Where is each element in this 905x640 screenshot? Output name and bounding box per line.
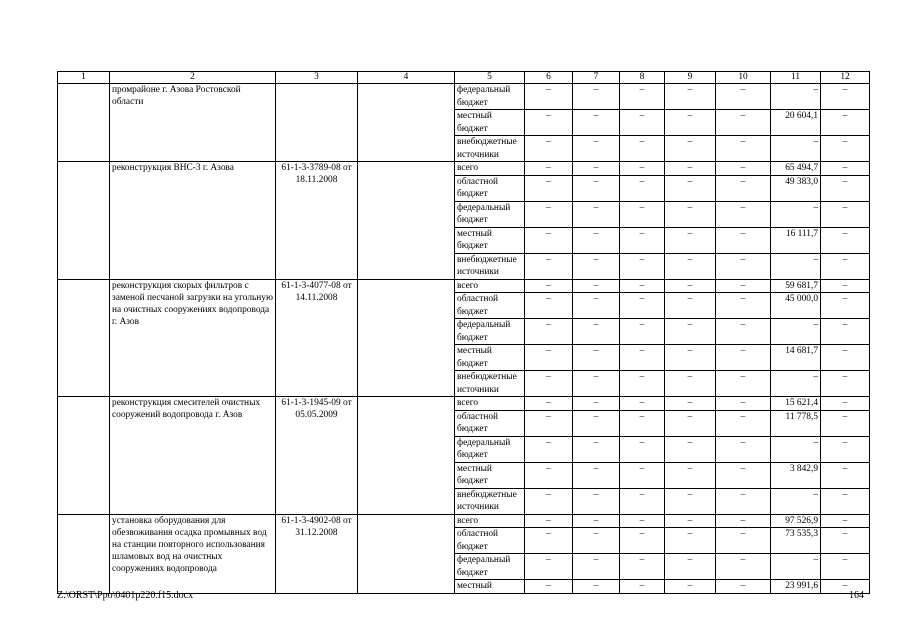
value-cell-col-12: – bbox=[821, 436, 870, 462]
table-row bbox=[58, 162, 870, 176]
funding-source: федеральный бюджет bbox=[455, 554, 525, 580]
value-cell-col-9: – bbox=[665, 462, 716, 488]
value-cell-col-12: – bbox=[821, 528, 870, 554]
value-cell-col-10: – bbox=[716, 410, 771, 436]
funding-source: областной бюджет bbox=[455, 528, 525, 554]
value-cell-col-6: – bbox=[525, 371, 573, 397]
value-cell-col-9: – bbox=[665, 410, 716, 436]
value-cell-col-10: – bbox=[716, 345, 771, 371]
value-cell-col-8: – bbox=[620, 528, 665, 554]
value-cell-col-7: – bbox=[573, 371, 620, 397]
value-cell-col-7: – bbox=[573, 528, 620, 554]
row-number-cell bbox=[58, 514, 110, 593]
expertise-code bbox=[276, 84, 358, 162]
value-cell-col-9: – bbox=[665, 293, 716, 319]
value-cell-col-6: – bbox=[525, 279, 573, 293]
value-cell-col-9: – bbox=[665, 319, 716, 345]
funding-source: всего bbox=[455, 397, 525, 411]
value-cell-col-10: – bbox=[716, 162, 771, 176]
expertise-code: 61-1-3-4077-08 от 14.11.2008 bbox=[276, 279, 358, 397]
funding-source: внебюджетные источники bbox=[455, 136, 525, 162]
value-cell-col-12: – bbox=[821, 293, 870, 319]
value-cell-col-8: – bbox=[620, 462, 665, 488]
value-cell-col-7: – bbox=[573, 319, 620, 345]
value-cell-col-10: – bbox=[716, 84, 771, 110]
value-cell-col-10: – bbox=[716, 554, 771, 580]
object-name: установка оборудования для обезвоживания осадка промывных вод на станции повторного использования шламовых вод на очистных сооружениях водопровода bbox=[110, 514, 276, 593]
value-cell-col-9: – bbox=[665, 514, 716, 528]
value-cell-col-12: – bbox=[821, 84, 870, 110]
value-cell-col-9: – bbox=[665, 371, 716, 397]
value-cell-col-12: – bbox=[821, 110, 870, 136]
value-cell-col-11: 11 778,5 bbox=[771, 410, 821, 436]
value-cell-col-6: – bbox=[525, 110, 573, 136]
value-cell-col-7: – bbox=[573, 514, 620, 528]
value-cell-col-12: – bbox=[821, 345, 870, 371]
value-cell-col-11: 49 383,0 bbox=[771, 175, 821, 201]
value-cell-col-11: 14 681,7 bbox=[771, 345, 821, 371]
value-cell-col-11: – bbox=[771, 436, 821, 462]
funding-source: всего bbox=[455, 162, 525, 176]
column-header-1: 1 bbox=[58, 72, 110, 84]
value-cell-col-12: – bbox=[821, 201, 870, 227]
value-cell-col-6: – bbox=[525, 162, 573, 176]
value-cell-col-8: – bbox=[620, 371, 665, 397]
value-cell-col-8: – bbox=[620, 279, 665, 293]
column-header-5: 5 bbox=[455, 72, 525, 84]
value-cell-col-6: – bbox=[525, 397, 573, 411]
value-cell-col-9: – bbox=[665, 201, 716, 227]
row-number-cell bbox=[58, 84, 110, 162]
funding-source: местный bbox=[455, 580, 525, 594]
value-cell-col-10: – bbox=[716, 436, 771, 462]
value-cell-col-8: – bbox=[620, 175, 665, 201]
value-cell-col-6: – bbox=[525, 580, 573, 594]
value-cell-col-10: – bbox=[716, 371, 771, 397]
expertise-code: 61-1-3-1945-09 от 05.05.2009 bbox=[276, 397, 358, 515]
value-cell-col-6: – bbox=[525, 528, 573, 554]
value-cell-col-12: – bbox=[821, 279, 870, 293]
expertise-code: 61-1-3-4902-08 от 31.12.2008 bbox=[276, 514, 358, 593]
funding-source: местный бюджет bbox=[455, 110, 525, 136]
value-cell-col-12: – bbox=[821, 580, 870, 594]
value-cell-col-12: – bbox=[821, 162, 870, 176]
value-cell-col-6: – bbox=[525, 136, 573, 162]
value-cell-col-7: – bbox=[573, 554, 620, 580]
value-cell-col-12: – bbox=[821, 227, 870, 253]
value-cell-col-7: – bbox=[573, 488, 620, 514]
value-cell-col-9: – bbox=[665, 345, 716, 371]
value-cell-col-10: – bbox=[716, 293, 771, 319]
funding-source: областной бюджет bbox=[455, 175, 525, 201]
table-row bbox=[58, 84, 870, 110]
value-cell-col-6: – bbox=[525, 175, 573, 201]
value-cell-col-8: – bbox=[620, 253, 665, 279]
funding-source: федеральный бюджет bbox=[455, 319, 525, 345]
table-row bbox=[58, 397, 870, 411]
budget-table bbox=[57, 71, 870, 594]
value-cell-col-12: – bbox=[821, 371, 870, 397]
value-cell-col-9: – bbox=[665, 175, 716, 201]
row-number-cell bbox=[58, 279, 110, 397]
value-cell-col-9: – bbox=[665, 488, 716, 514]
value-cell-col-7: – bbox=[573, 201, 620, 227]
value-cell-col-10: – bbox=[716, 279, 771, 293]
value-cell-col-11: – bbox=[771, 201, 821, 227]
value-cell-col-12: – bbox=[821, 514, 870, 528]
value-cell-col-9: – bbox=[665, 397, 716, 411]
value-cell-col-12: – bbox=[821, 397, 870, 411]
value-cell-col-8: – bbox=[620, 293, 665, 319]
value-cell-col-12: – bbox=[821, 319, 870, 345]
funding-source: внебюджетные источники bbox=[455, 371, 525, 397]
value-cell-col-11: – bbox=[771, 371, 821, 397]
empty-column-4 bbox=[358, 514, 455, 593]
row-number-cell bbox=[58, 397, 110, 515]
funding-source: местный бюджет bbox=[455, 462, 525, 488]
value-cell-col-7: – bbox=[573, 162, 620, 176]
column-header-12: 12 bbox=[821, 72, 870, 84]
table-row bbox=[58, 514, 870, 528]
value-cell-col-8: – bbox=[620, 514, 665, 528]
value-cell-col-11: – bbox=[771, 136, 821, 162]
value-cell-col-10: – bbox=[716, 580, 771, 594]
value-cell-col-9: – bbox=[665, 84, 716, 110]
value-cell-col-9: – bbox=[665, 554, 716, 580]
value-cell-col-7: – bbox=[573, 436, 620, 462]
object-name: промрайоне г. Азова Ростовской области bbox=[110, 84, 276, 162]
value-cell-col-6: – bbox=[525, 253, 573, 279]
value-cell-col-8: – bbox=[620, 488, 665, 514]
value-cell-col-8: – bbox=[620, 345, 665, 371]
value-cell-col-6: – bbox=[525, 293, 573, 319]
value-cell-col-11: – bbox=[771, 84, 821, 110]
column-header-8: 8 bbox=[620, 72, 665, 84]
value-cell-col-9: – bbox=[665, 279, 716, 293]
value-cell-col-6: – bbox=[525, 84, 573, 110]
value-cell-col-7: – bbox=[573, 175, 620, 201]
funding-source: всего bbox=[455, 514, 525, 528]
value-cell-col-9: – bbox=[665, 227, 716, 253]
value-cell-col-11: 16 111,7 bbox=[771, 227, 821, 253]
value-cell-col-11: 97 526,9 bbox=[771, 514, 821, 528]
value-cell-col-11: – bbox=[771, 253, 821, 279]
value-cell-col-10: – bbox=[716, 253, 771, 279]
value-cell-col-11: – bbox=[771, 554, 821, 580]
funding-source: федеральный бюджет bbox=[455, 201, 525, 227]
value-cell-col-9: – bbox=[665, 436, 716, 462]
value-cell-col-12: – bbox=[821, 136, 870, 162]
object-name: реконструкция ВНС-3 г. Азова bbox=[110, 162, 276, 280]
value-cell-col-7: – bbox=[573, 410, 620, 436]
value-cell-col-11: 65 494,7 bbox=[771, 162, 821, 176]
value-cell-col-8: – bbox=[620, 410, 665, 436]
value-cell-col-6: – bbox=[525, 410, 573, 436]
value-cell-col-10: – bbox=[716, 528, 771, 554]
empty-column-4 bbox=[358, 84, 455, 162]
value-cell-col-12: – bbox=[821, 410, 870, 436]
value-cell-col-10: – bbox=[716, 175, 771, 201]
value-cell-col-11: 23 991,6 bbox=[771, 580, 821, 594]
value-cell-col-7: – bbox=[573, 279, 620, 293]
object-name: реконструкция смесителей очистных сооружений водопровода г. Азов bbox=[110, 397, 276, 515]
value-cell-col-8: – bbox=[620, 319, 665, 345]
value-cell-col-11: 20 604,1 bbox=[771, 110, 821, 136]
value-cell-col-7: – bbox=[573, 580, 620, 594]
value-cell-col-12: – bbox=[821, 488, 870, 514]
value-cell-col-6: – bbox=[525, 514, 573, 528]
value-cell-col-6: – bbox=[525, 201, 573, 227]
value-cell-col-7: – bbox=[573, 345, 620, 371]
column-header-6: 6 bbox=[525, 72, 573, 84]
value-cell-col-8: – bbox=[620, 201, 665, 227]
expertise-code: 61-1-3-3789-08 от 18.11.2008 bbox=[276, 162, 358, 280]
value-cell-col-7: – bbox=[573, 136, 620, 162]
object-name: реконструкция скорых фильтров с заменой песчаной загрузки на угольную на очистных сооружениях водопровода г. Азов bbox=[110, 279, 276, 397]
value-cell-col-11: 59 681,7 bbox=[771, 279, 821, 293]
value-cell-col-12: – bbox=[821, 554, 870, 580]
value-cell-col-6: – bbox=[525, 462, 573, 488]
value-cell-col-7: – bbox=[573, 253, 620, 279]
column-header-9: 9 bbox=[665, 72, 716, 84]
value-cell-col-12: – bbox=[821, 253, 870, 279]
value-cell-col-11: – bbox=[771, 488, 821, 514]
empty-column-4 bbox=[358, 279, 455, 397]
value-cell-col-8: – bbox=[620, 227, 665, 253]
funding-source: областной бюджет bbox=[455, 293, 525, 319]
value-cell-col-10: – bbox=[716, 136, 771, 162]
funding-source: федеральный бюджет bbox=[455, 84, 525, 110]
column-header-2: 2 bbox=[110, 72, 276, 84]
value-cell-col-8: – bbox=[620, 554, 665, 580]
column-header-7: 7 bbox=[573, 72, 620, 84]
value-cell-col-8: – bbox=[620, 397, 665, 411]
value-cell-col-12: – bbox=[821, 462, 870, 488]
footer-file-path: Z:\ORST\Ppo\0401p220.f15.docx bbox=[57, 590, 194, 601]
header-row bbox=[58, 72, 870, 84]
empty-column-4 bbox=[358, 397, 455, 515]
value-cell-col-8: – bbox=[620, 110, 665, 136]
value-cell-col-9: – bbox=[665, 580, 716, 594]
table-row bbox=[58, 279, 870, 293]
value-cell-col-11: – bbox=[771, 319, 821, 345]
value-cell-col-9: – bbox=[665, 253, 716, 279]
value-cell-col-11: 3 842,9 bbox=[771, 462, 821, 488]
value-cell-col-8: – bbox=[620, 136, 665, 162]
column-header-11: 11 bbox=[771, 72, 821, 84]
row-number-cell bbox=[58, 162, 110, 280]
value-cell-col-12: – bbox=[821, 175, 870, 201]
page-number: 164 bbox=[849, 590, 864, 601]
column-header-3: 3 bbox=[276, 72, 358, 84]
column-header-10: 10 bbox=[716, 72, 771, 84]
value-cell-col-9: – bbox=[665, 136, 716, 162]
value-cell-col-9: – bbox=[665, 162, 716, 176]
value-cell-col-8: – bbox=[620, 162, 665, 176]
value-cell-col-6: – bbox=[525, 227, 573, 253]
value-cell-col-7: – bbox=[573, 227, 620, 253]
empty-column-4 bbox=[358, 162, 455, 280]
value-cell-col-6: – bbox=[525, 345, 573, 371]
value-cell-col-8: – bbox=[620, 436, 665, 462]
value-cell-col-7: – bbox=[573, 293, 620, 319]
value-cell-col-7: – bbox=[573, 110, 620, 136]
funding-source: федеральный бюджет bbox=[455, 436, 525, 462]
value-cell-col-10: – bbox=[716, 462, 771, 488]
value-cell-col-10: – bbox=[716, 488, 771, 514]
value-cell-col-7: – bbox=[573, 397, 620, 411]
value-cell-col-6: – bbox=[525, 488, 573, 514]
funding-source: областной бюджет bbox=[455, 410, 525, 436]
funding-source: местный бюджет bbox=[455, 227, 525, 253]
value-cell-col-6: – bbox=[525, 554, 573, 580]
value-cell-col-7: – bbox=[573, 84, 620, 110]
funding-source: внебюджетные источники bbox=[455, 253, 525, 279]
funding-source: всего bbox=[455, 279, 525, 293]
value-cell-col-11: 15 621,4 bbox=[771, 397, 821, 411]
value-cell-col-11: 73 535,3 bbox=[771, 528, 821, 554]
value-cell-col-10: – bbox=[716, 397, 771, 411]
value-cell-col-8: – bbox=[620, 580, 665, 594]
value-cell-col-10: – bbox=[716, 201, 771, 227]
value-cell-col-10: – bbox=[716, 514, 771, 528]
value-cell-col-6: – bbox=[525, 436, 573, 462]
funding-source: местный бюджет bbox=[455, 345, 525, 371]
value-cell-col-10: – bbox=[716, 110, 771, 136]
value-cell-col-6: – bbox=[525, 319, 573, 345]
value-cell-col-11: 45 000,0 bbox=[771, 293, 821, 319]
column-header-4: 4 bbox=[358, 72, 455, 84]
value-cell-col-10: – bbox=[716, 227, 771, 253]
funding-source: внебюджетные источники bbox=[455, 488, 525, 514]
value-cell-col-9: – bbox=[665, 110, 716, 136]
value-cell-col-9: – bbox=[665, 528, 716, 554]
value-cell-col-10: – bbox=[716, 319, 771, 345]
value-cell-col-8: – bbox=[620, 84, 665, 110]
value-cell-col-7: – bbox=[573, 462, 620, 488]
